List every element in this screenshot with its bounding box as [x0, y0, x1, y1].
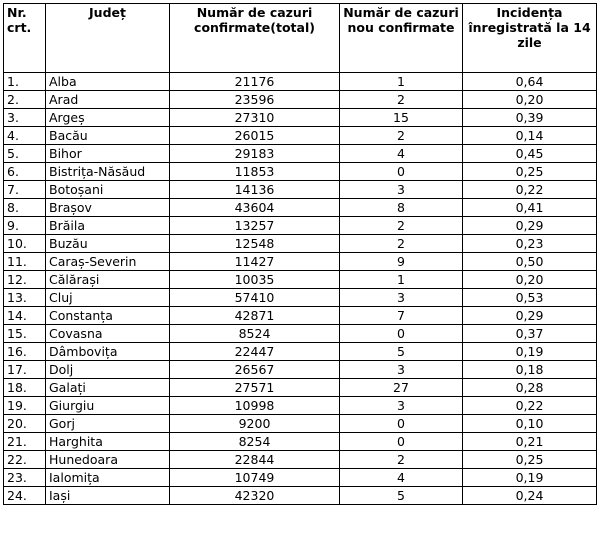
county-cell: Gorj — [46, 415, 170, 433]
total-cases-cell: 12548 — [170, 235, 340, 253]
new-cases-cell: 3 — [340, 361, 463, 379]
total-cases-cell: 23596 — [170, 91, 340, 109]
table-row — [4, 127, 597, 145]
incidence-cell: 0,23 — [463, 235, 597, 253]
table-row — [4, 379, 597, 397]
table-row — [4, 343, 597, 361]
header-total-cases: Număr de cazuri confirmate(total) — [170, 4, 340, 73]
incidence-cell: 0,19 — [463, 343, 597, 361]
row-number-cell: 16. — [4, 343, 46, 361]
table-row — [4, 199, 597, 217]
row-number-cell: 13. — [4, 289, 46, 307]
new-cases-cell: 5 — [340, 487, 463, 505]
county-cell: Harghita — [46, 433, 170, 451]
row-number-cell: 14. — [4, 307, 46, 325]
new-cases-cell: 2 — [340, 217, 463, 235]
total-cases-cell: 26567 — [170, 361, 340, 379]
table-row — [4, 109, 597, 127]
incidence-cell: 0,20 — [463, 91, 597, 109]
row-number-cell: 9. — [4, 217, 46, 235]
county-cell: Călărași — [46, 271, 170, 289]
total-cases-cell: 8254 — [170, 433, 340, 451]
total-cases-cell: 10749 — [170, 469, 340, 487]
table-row — [4, 415, 597, 433]
county-cell: Buzău — [46, 235, 170, 253]
row-number-cell: 1. — [4, 73, 46, 91]
new-cases-cell: 3 — [340, 397, 463, 415]
table-row — [4, 235, 597, 253]
incidence-cell: 0,10 — [463, 415, 597, 433]
incidence-cell: 0,19 — [463, 469, 597, 487]
county-cell: Hunedoara — [46, 451, 170, 469]
header-row — [4, 4, 597, 73]
table-row — [4, 289, 597, 307]
row-number-cell: 21. — [4, 433, 46, 451]
row-number-cell: 3. — [4, 109, 46, 127]
total-cases-cell: 9200 — [170, 415, 340, 433]
county-cell: Dolj — [46, 361, 170, 379]
total-cases-cell: 14136 — [170, 181, 340, 199]
total-cases-cell: 21176 — [170, 73, 340, 91]
header-judet: Județ — [46, 4, 170, 73]
row-number-cell: 23. — [4, 469, 46, 487]
incidence-cell: 0,39 — [463, 109, 597, 127]
incidence-cell: 0,24 — [463, 487, 597, 505]
total-cases-cell: 43604 — [170, 199, 340, 217]
row-number-cell: 10. — [4, 235, 46, 253]
row-number-cell: 22. — [4, 451, 46, 469]
total-cases-cell: 27310 — [170, 109, 340, 127]
incidence-cell: 0,50 — [463, 253, 597, 271]
county-cell: Constanța — [46, 307, 170, 325]
row-number-cell: 8. — [4, 199, 46, 217]
table-row — [4, 145, 597, 163]
table-row — [4, 91, 597, 109]
incidence-cell: 0,64 — [463, 73, 597, 91]
table-row — [4, 163, 597, 181]
new-cases-cell: 5 — [340, 343, 463, 361]
county-cell: Botoșani — [46, 181, 170, 199]
incidence-cell: 0,29 — [463, 307, 597, 325]
row-number-cell: 4. — [4, 127, 46, 145]
table-row — [4, 433, 597, 451]
table-row — [4, 271, 597, 289]
incidence-cell: 0,20 — [463, 271, 597, 289]
header-nr: Nr. crt. — [4, 4, 46, 73]
table-row — [4, 325, 597, 343]
row-number-cell: 20. — [4, 415, 46, 433]
total-cases-cell: 42320 — [170, 487, 340, 505]
covid-cases-table — [3, 3, 597, 505]
row-number-cell: 12. — [4, 271, 46, 289]
incidence-cell: 0,28 — [463, 379, 597, 397]
county-cell: Bistrița-Năsăud — [46, 163, 170, 181]
table-row — [4, 217, 597, 235]
header-incidence: Incidența înregistrată la 14 zile — [463, 4, 597, 73]
incidence-cell: 0,18 — [463, 361, 597, 379]
table-row — [4, 361, 597, 379]
incidence-cell: 0,14 — [463, 127, 597, 145]
new-cases-cell: 4 — [340, 145, 463, 163]
new-cases-cell: 0 — [340, 163, 463, 181]
total-cases-cell: 22447 — [170, 343, 340, 361]
table-row — [4, 73, 597, 91]
new-cases-cell: 27 — [340, 379, 463, 397]
county-cell: Alba — [46, 73, 170, 91]
header-new-cases: Număr de cazuri nou confirmate — [340, 4, 463, 73]
row-number-cell: 6. — [4, 163, 46, 181]
total-cases-cell: 10035 — [170, 271, 340, 289]
county-cell: Iași — [46, 487, 170, 505]
new-cases-cell: 0 — [340, 415, 463, 433]
county-cell: Bacău — [46, 127, 170, 145]
new-cases-cell: 3 — [340, 181, 463, 199]
new-cases-cell: 9 — [340, 253, 463, 271]
incidence-cell: 0,45 — [463, 145, 597, 163]
new-cases-cell: 2 — [340, 235, 463, 253]
incidence-cell: 0,29 — [463, 217, 597, 235]
total-cases-cell: 10998 — [170, 397, 340, 415]
table-row — [4, 397, 597, 415]
incidence-cell: 0,25 — [463, 451, 597, 469]
row-number-cell: 2. — [4, 91, 46, 109]
incidence-cell: 0,53 — [463, 289, 597, 307]
new-cases-cell: 2 — [340, 127, 463, 145]
table-row — [4, 451, 597, 469]
county-cell: Arad — [46, 91, 170, 109]
row-number-cell: 17. — [4, 361, 46, 379]
incidence-cell: 0,37 — [463, 325, 597, 343]
row-number-cell: 5. — [4, 145, 46, 163]
county-cell: Bihor — [46, 145, 170, 163]
county-cell: Galați — [46, 379, 170, 397]
total-cases-cell: 13257 — [170, 217, 340, 235]
row-number-cell: 7. — [4, 181, 46, 199]
incidence-cell: 0,22 — [463, 397, 597, 415]
table-row — [4, 307, 597, 325]
total-cases-cell: 42871 — [170, 307, 340, 325]
total-cases-cell: 57410 — [170, 289, 340, 307]
county-cell: Giurgiu — [46, 397, 170, 415]
new-cases-cell: 3 — [340, 289, 463, 307]
total-cases-cell: 27571 — [170, 379, 340, 397]
row-number-cell: 18. — [4, 379, 46, 397]
row-number-cell: 19. — [4, 397, 46, 415]
county-cell: Argeș — [46, 109, 170, 127]
new-cases-cell: 0 — [340, 325, 463, 343]
incidence-cell: 0,21 — [463, 433, 597, 451]
county-cell: Covasna — [46, 325, 170, 343]
total-cases-cell: 26015 — [170, 127, 340, 145]
incidence-cell: 0,22 — [463, 181, 597, 199]
table-row — [4, 253, 597, 271]
total-cases-cell: 11427 — [170, 253, 340, 271]
incidence-cell: 0,41 — [463, 199, 597, 217]
total-cases-cell: 8524 — [170, 325, 340, 343]
incidence-cell: 0,25 — [463, 163, 597, 181]
total-cases-cell: 22844 — [170, 451, 340, 469]
total-cases-cell: 11853 — [170, 163, 340, 181]
new-cases-cell: 8 — [340, 199, 463, 217]
new-cases-cell: 15 — [340, 109, 463, 127]
total-cases-cell: 29183 — [170, 145, 340, 163]
county-cell: Caraș-Severin — [46, 253, 170, 271]
row-number-cell: 11. — [4, 253, 46, 271]
table-row — [4, 181, 597, 199]
new-cases-cell: 0 — [340, 433, 463, 451]
county-cell: Brașov — [46, 199, 170, 217]
new-cases-cell: 1 — [340, 73, 463, 91]
new-cases-cell: 4 — [340, 469, 463, 487]
new-cases-cell: 2 — [340, 91, 463, 109]
county-cell: Dâmbovița — [46, 343, 170, 361]
row-number-cell: 24. — [4, 487, 46, 505]
county-cell: Brăila — [46, 217, 170, 235]
new-cases-cell: 1 — [340, 271, 463, 289]
row-number-cell: 15. — [4, 325, 46, 343]
new-cases-cell: 7 — [340, 307, 463, 325]
table-row — [4, 469, 597, 487]
county-cell: Ialomița — [46, 469, 170, 487]
new-cases-cell: 2 — [340, 451, 463, 469]
table-row — [4, 487, 597, 505]
county-cell: Cluj — [46, 289, 170, 307]
